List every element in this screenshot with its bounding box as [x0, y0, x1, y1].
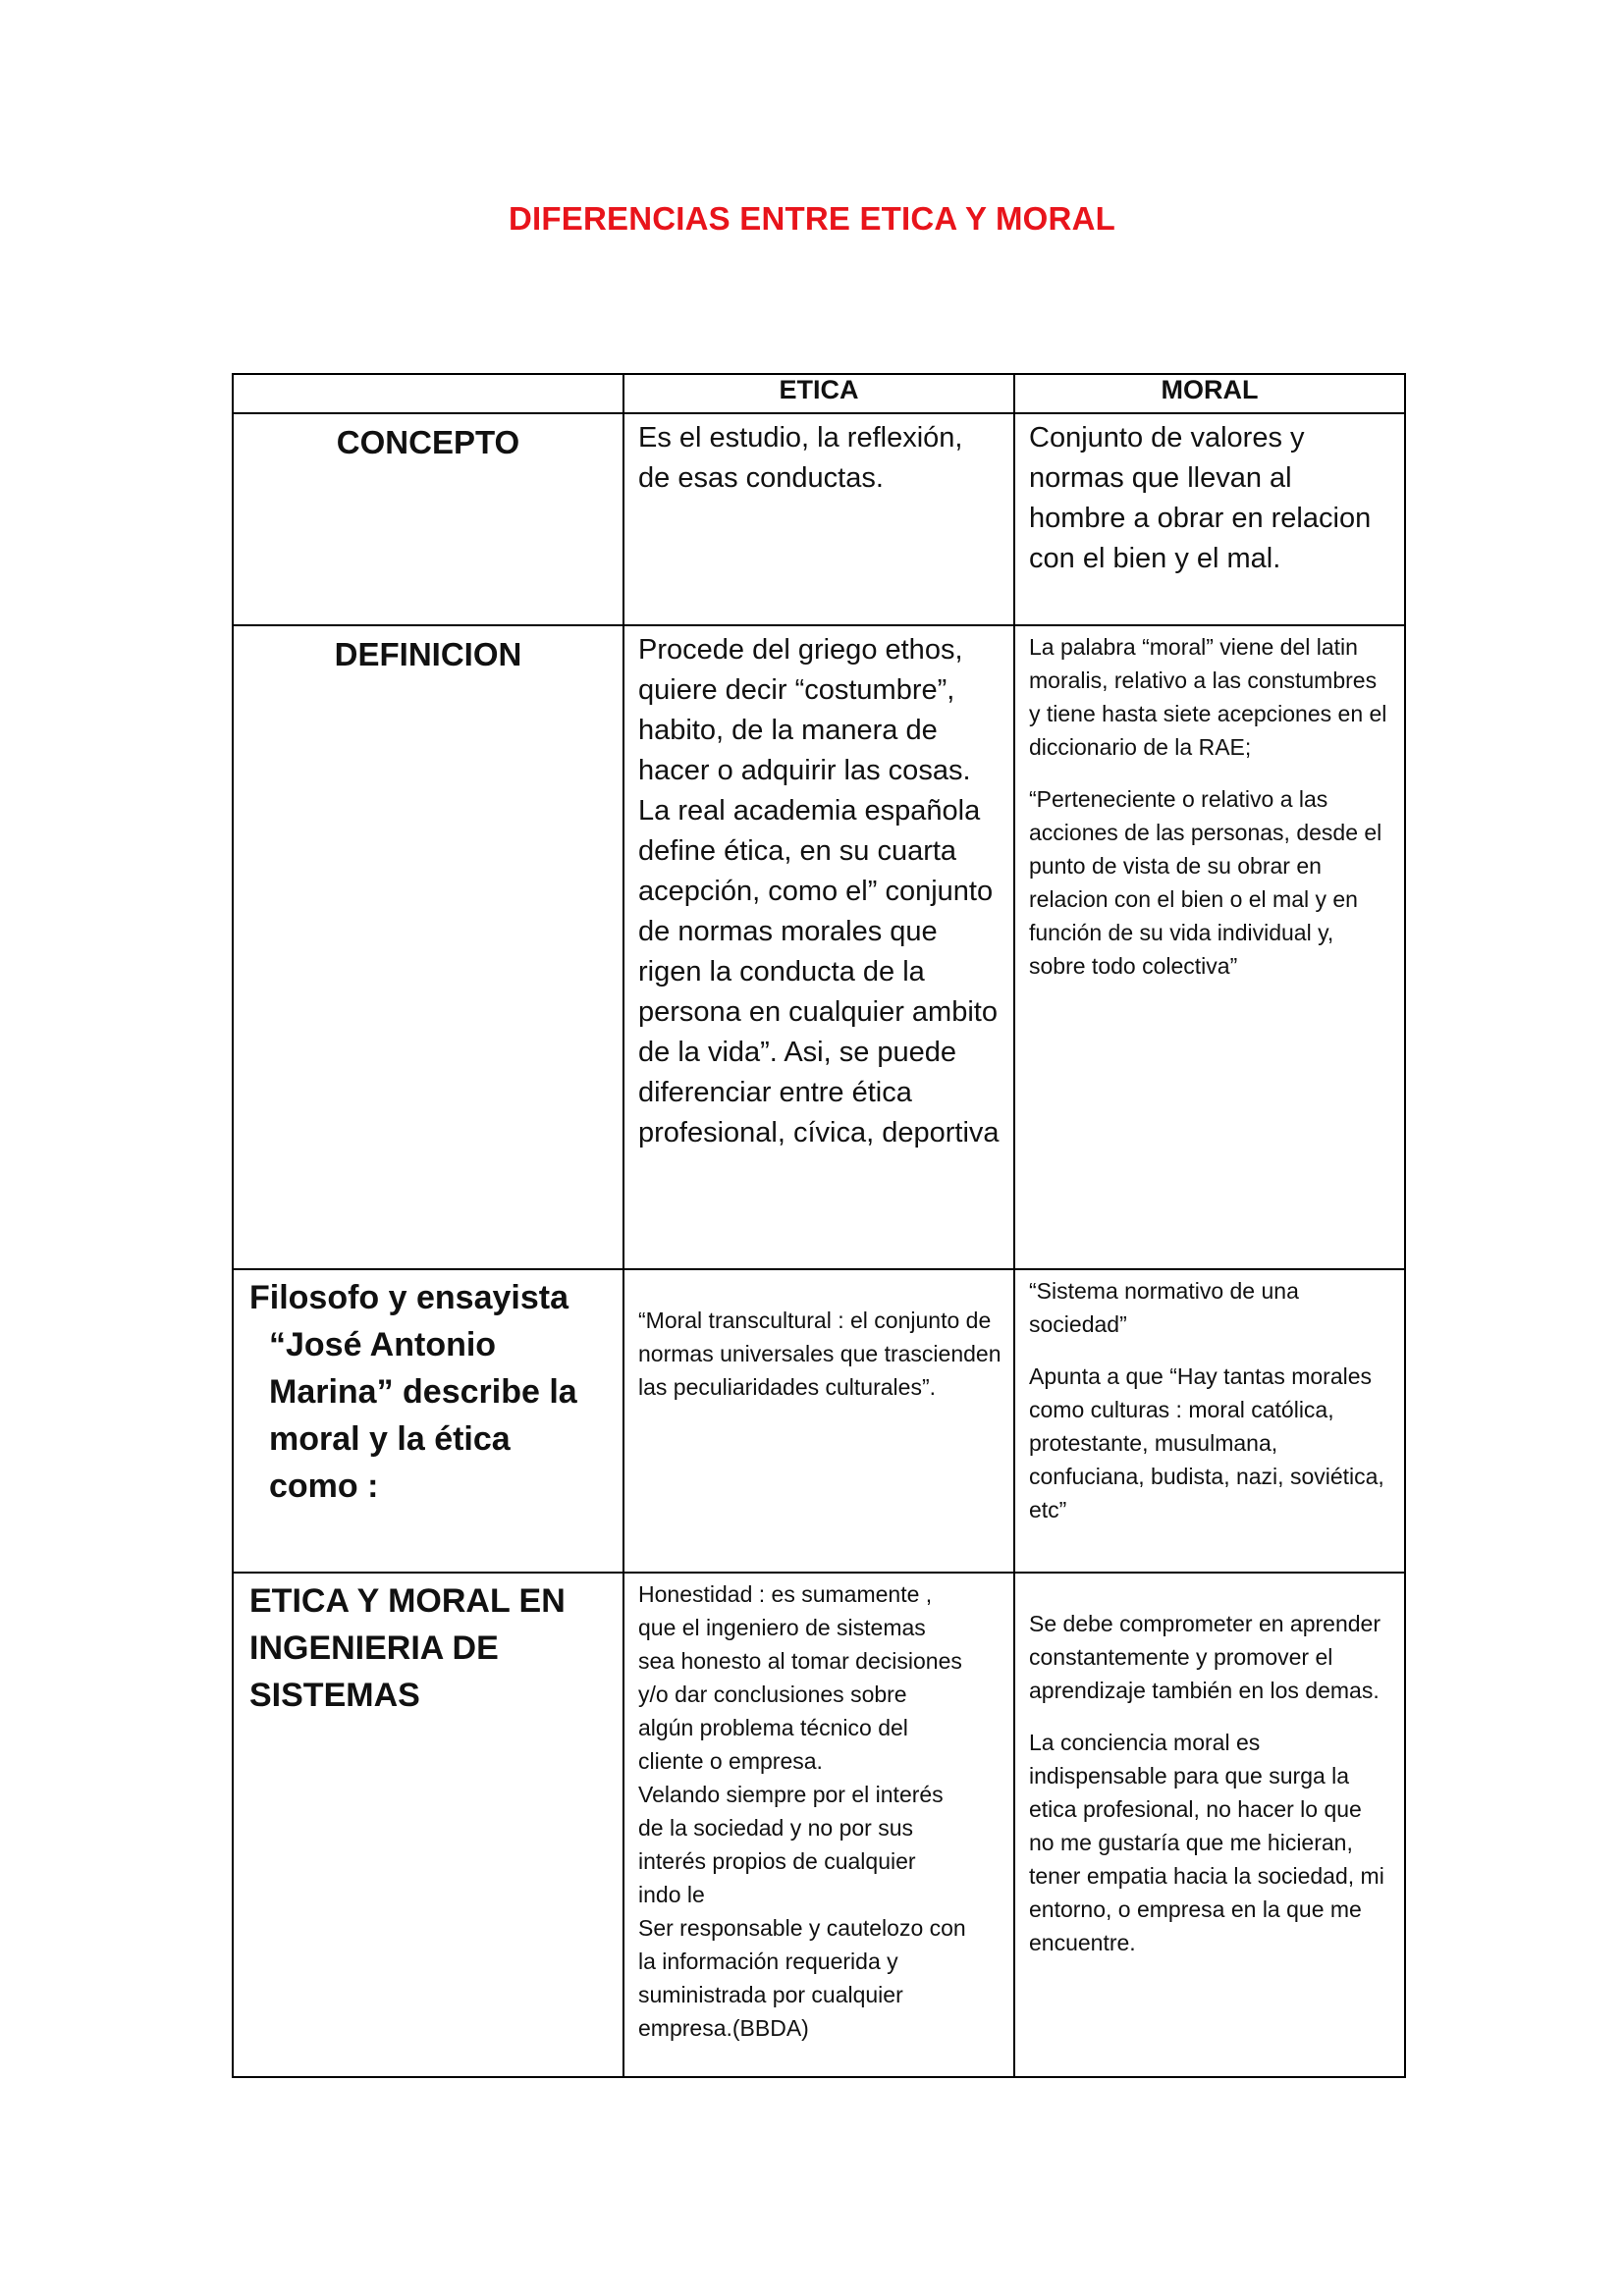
header-row: [233, 374, 1405, 413]
marina-label-line: como :: [269, 1468, 379, 1505]
ingenieria-label-line: ETICA Y MORAL EN: [249, 1582, 566, 1620]
marina-label-line: Filosofo y ensayista: [249, 1279, 568, 1316]
ingenieria-moral-paragraph-1: Se debe comprometer en aprender constantemente y promover el aprendizaje también en los demas.: [1029, 1611, 1380, 1703]
concepto-etica-cell: Es el estudio, la reflexión, de esas conductas.: [623, 413, 1014, 625]
marina-label-line: moral y la ética: [269, 1420, 511, 1458]
comparison-table: [232, 373, 1406, 2078]
concepto-moral-cell: Conjunto de valores y normas que llevan al hombre a obrar en relacion con el bien y el mal.: [1014, 413, 1405, 625]
marina-moral-paragraph-2: Apunta a que “Hay tantas morales como culturas : moral católica, protestante, musulmana, confuciana, budista, nazi, soviética, etc”: [1029, 1363, 1384, 1522]
definicion-moral-cell: [1014, 625, 1405, 1269]
ingenieria-etica-line: empresa.(BBDA): [638, 2015, 809, 2041]
ingenieria-etica-line: y/o dar conclusiones sobre: [638, 1682, 907, 1707]
row-label-concepto: CONCEPTO: [233, 413, 623, 625]
header-etica: ETICA: [623, 374, 1014, 413]
ingenieria-etica-line: Ser responsable y cautelozo con: [638, 1915, 966, 1941]
table-row-marina: [233, 1269, 1405, 1573]
page-title: DIFERENCIAS ENTRE ETICA Y MORAL: [509, 200, 1115, 237]
definicion-etica-cell: Procede del griego ethos, quiere decir “costumbre”, habito, de la manera de hacer o adquirir las cosas. La real academia española define ética, en su cuarta acepción, como el” conjunto de normas morales que rigen la conducta de la persona en cualquier ambito de la vida”. Asi, se puede diferenciar entre ética profesional, cívica, deportiva: [623, 625, 1014, 1269]
marina-label-line: Marina” describe la: [269, 1373, 577, 1411]
definicion-moral-paragraph-2: “Perteneciente o relativo a las acciones de las personas, desde el punto de vista de su obrar en relacion con el bien o el mal y en función de su vida individual y, sobre todo colectiva”: [1029, 786, 1382, 979]
ingenieria-etica-line: Velando siempre por el interés: [638, 1782, 944, 1807]
ingenieria-moral-paragraph-2: La conciencia moral es indispensable para que surga la etica profesional, no hacer lo que no me gustaría que me hicieran, tener empatia hacia la sociedad, mi entorno, o empresa en la que me encuentre.: [1029, 1730, 1384, 1955]
ingenieria-etica-line: de la sociedad y no por sus: [638, 1815, 914, 1841]
ingenieria-etica-line: Honestidad : es sumamente ,: [638, 1581, 933, 1607]
ingenieria-label-line: SISTEMAS: [249, 1677, 420, 1714]
ingenieria-etica-line: cliente o empresa.: [638, 1748, 823, 1774]
ingenieria-etica-line: algún problema técnico del: [638, 1715, 908, 1740]
ingenieria-etica-line: que el ingeniero de sistemas: [638, 1615, 926, 1640]
header-empty-cell: [233, 374, 623, 413]
ingenieria-etica-line: la información requerida y: [638, 1949, 898, 1974]
marina-moral-paragraph-1: “Sistema normativo de una sociedad”: [1029, 1278, 1299, 1337]
table-row-definicion: [233, 625, 1405, 1269]
marina-etica-cell: “Moral transcultural : el conjunto de normas universales que trascienden las peculiaridades culturales”.: [623, 1269, 1014, 1573]
definicion-moral-paragraph-1: La palabra “moral” viene del latin moralis, relativo a las constumbres y tiene hasta siete acepciones en el diccionario de la RAE;: [1029, 634, 1387, 760]
table-row-concepto: [233, 413, 1405, 625]
marina-moral-cell: [1014, 1269, 1405, 1573]
row-label-marina: [233, 1269, 623, 1573]
ingenieria-etica-line: suministrada por cualquier: [638, 1982, 903, 2007]
header-moral: MORAL: [1014, 374, 1405, 413]
ingenieria-etica-line: interés propios de cualquier: [638, 1848, 916, 1874]
ingenieria-etica-cell: [623, 1573, 1014, 2077]
row-label-ingenieria: [233, 1573, 623, 2077]
ingenieria-label-line: INGENIERIA DE: [249, 1629, 499, 1667]
table-row-ingenieria: [233, 1573, 1405, 2077]
marina-label-line: “José Antonio: [269, 1326, 497, 1363]
ingenieria-moral-cell: [1014, 1573, 1405, 2077]
row-label-definicion: DEFINICION: [233, 625, 623, 1269]
ingenieria-etica-line: indo le: [638, 1882, 705, 1907]
ingenieria-etica-line: sea honesto al tomar decisiones: [638, 1648, 962, 1674]
